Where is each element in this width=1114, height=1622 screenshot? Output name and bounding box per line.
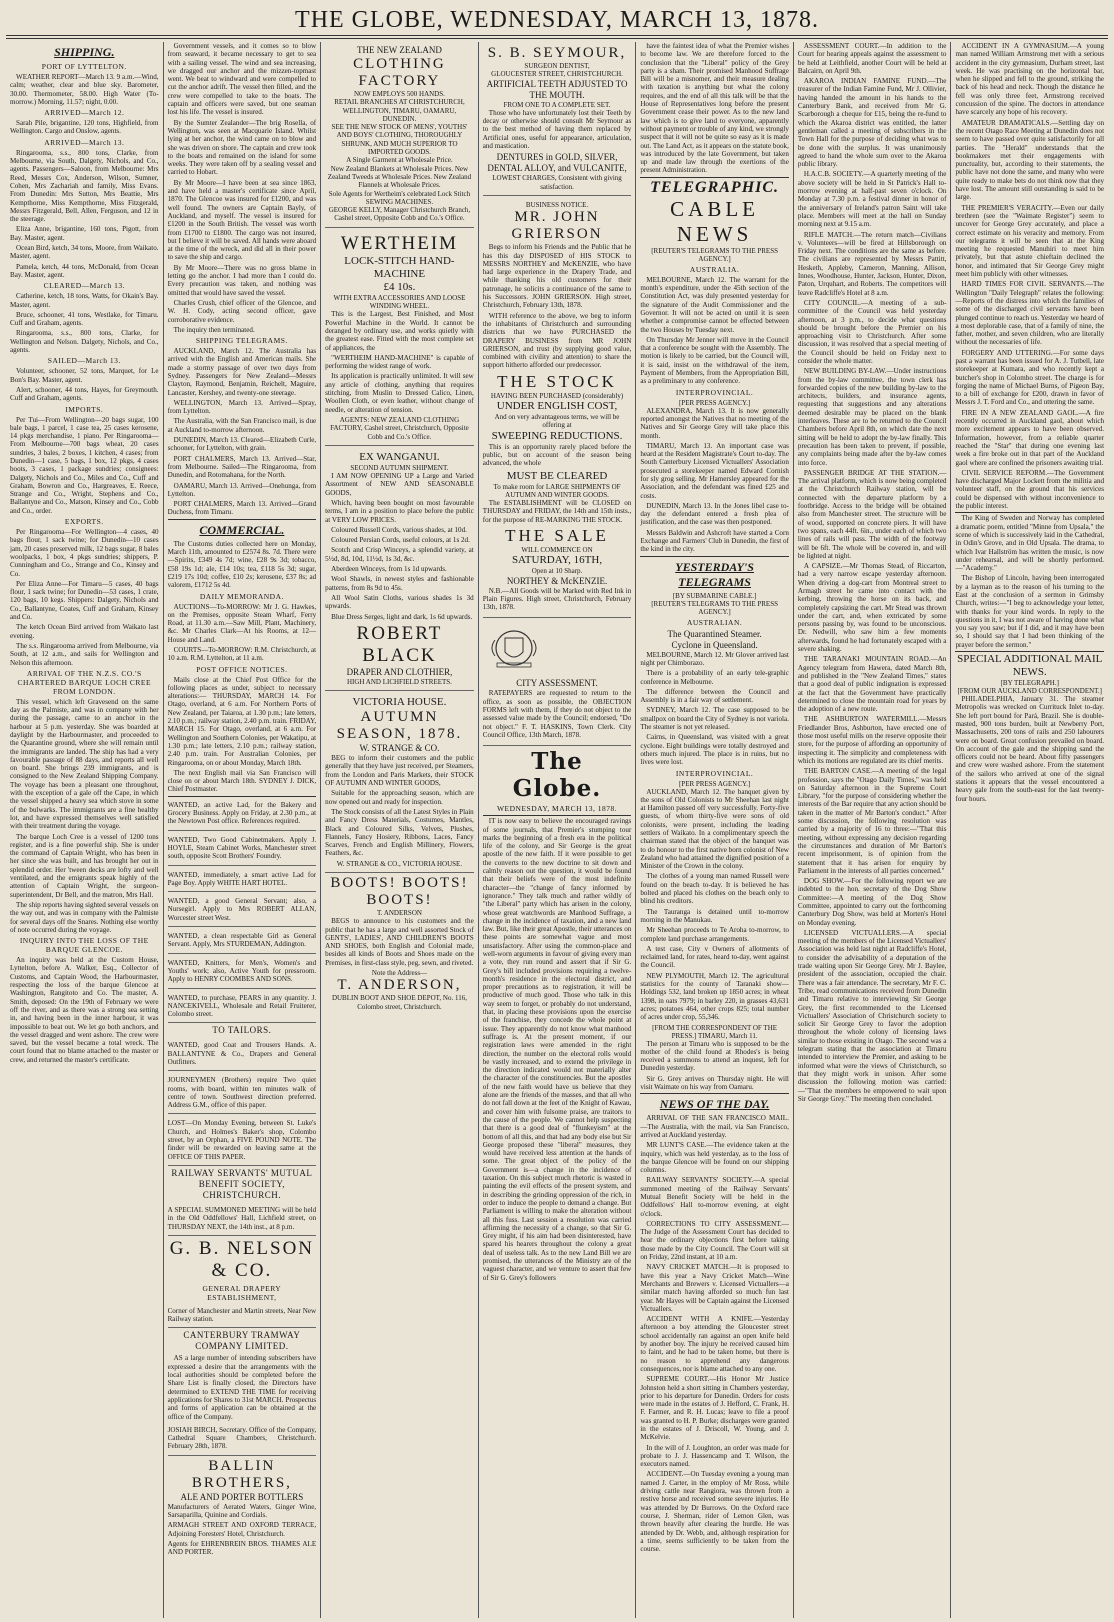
editorial: IT is now easy to believe the encouraged ravings of some journals, that Premier's stumping tour marks the beginning of a fresh era in the political life of the colony, and Sir George is the great apostle of the new faith. If it were possible to get the converts to the new doctrine to sit down and calmly reason out the question, it would be found that their beliefs were of the most indefinite character—the "change of fancy informed by ignorance." They talk much and rather wildly of "the Liberal" party which has arisen in the colony, whose great watchwords are Manhood Suffrage, a change in the incidence of taxation, and a new land law. But, like their great Apostle, their utterances on these points are somewhat vague and most unsatisfactory. After using the common-place and well-worn arguments in favour of giving every man a vote, they run round and assert that if Sir G. Grey's bill included provisions requiring a twelve-month's residence in the electoral district, and proper precautions as to registration, it will be productive of much good. Those who talk in this way seem to forget, or probably do not understand, that, in placing these provisions upon the exercise of the franchise, they concede the whole point at issue. They apparently do not know what manhood suffrage is. At the present moment, if our registration laws were amended in the right direction, the number on the electoral rolls would be vastly increased, and to extend the privilege in the direction indicated would not materially alter the character of the constituencies. But the apostles of the new faith would have us believe that they alone are the friends of the masses, and that all who do not fall down at the feet of the Knight of Kawau, and cover him with fulsome praise, are traitors to the cause of the people. We cannot help suspecting that there is a good deal of "flunkeyism" at the bottom of all this, and that had any body else but Sir George proposed these "liberal" measures, they would have received less attention at the hands of some. The great object of the policy of the Government is—a change in the incidence of taxation. On this subject much rhetoric is wasted in painting the evil effects of the present system, and in describing the grinding oppression of the rich, in order to induce the people to demand a change. But Parliament is willing to make the alteration without all this fuss. Last session a resolution was carried affirming the necessity of a change, so that Sir G. Grey might, if his aim had been disinterested, have spared his hearers throughout the colony a great deal of useless talk. As to the new Land Bill we are promised, the utterances of the Ministry are of the vaguest character, and we venture to assert that few of Sir G. Grey's followers <box>482 817 632 1282</box>
paragraph: Begs to inform his Friends and the Public that he has this day DISPOSED of HIS STOCK to MESSRS NORTHEY and McKENZIE, who have had large experience in the Drapery Trade, and while thanking his old customers for their patronage, he solicits a continuance of the same to his Successors. JOHN GRIERSON. High street, Christchurch, February 13th, 1878. <box>482 243 632 310</box>
railway-society-heading: RAILWAY SERVANTS' MUTUAL BENEFIT SOCIETY, CHRISTCHURCH. <box>171 1167 313 1200</box>
classified-ad: WANTED, to purchase, PEARS in any quantity. J. NANCEKIVELL, Wholesale and Retail Fruiterer, Colombo street. <box>168 991 317 1024</box>
source-line: [FROM THE CORRESPONDENT OF THE PRESS.] TIMARU, March 11. <box>652 1023 778 1040</box>
paragraph: BEG to inform their customers and the public generally that they have just received, per Steamers, from the London and Paris Markets, their STOCK OF AUTUMN AND WINTER GOODS, <box>325 754 474 788</box>
paragraph: TIMARU, March 13. An important case was heard at the Resident Magistrate's Court to-day. The South Canterbury Licensed Victuallers' Association prosecuted a storekeeper named Edward Cornish for sly grog selling. Mr Hamersley appeared for the Association, and the defendant was fined £25 and costs. <box>640 441 789 500</box>
tailors-heading: TO TAILORS. <box>212 1025 272 1036</box>
ad-title: EX WANGANUI. <box>359 450 440 463</box>
paragraph: FIRE IN A NEW ZEALAND GAOL.—A fire recently occurred in Auckland gaol, about which more excitement appears to have been observed. Information, however, from a reliable quarter reached the "Star" that during one evening last week a fire broke out in that part of the Auckland gaol where are confined the prisoners awaiting trial. <box>955 408 1105 467</box>
masthead-rule <box>6 35 1108 39</box>
ad-line: A Single Garment at Wholesale Price. <box>346 156 453 165</box>
telegraphic-heading: TELEGRAPHIC. <box>650 178 780 196</box>
nelson-sub: GENERAL DRAPERY ESTABLISHMENT, <box>202 1283 282 1302</box>
paragraph: THE ASHBURTON WATERMILL.—Messrs Friedlander Bros, Ashburton, have erected one of those most useful mills on the reserve opposite their store, for the purpose of affording an opportunity of inspecting it. The simplicity and completeness with which its motions are regulated are its chief merits. <box>797 715 947 765</box>
ad-line: THE NEW ZEALAND <box>357 45 442 55</box>
ad-line: WITH EXTRA ACCESSORIES AND LOOSE WINDING WHEEL. <box>333 293 466 311</box>
paragraph: AUCTIONS—To-MORROW: Mr J. G. Hawkes, on the Premises, opposite Steam Wharf, Ferry Road, at 11.30 a.m.—Saw Mill, Plant, Machinery, &c. Mr Charles Clark—At his Rooms, at 12—House and Land. <box>167 602 317 644</box>
paragraph: Coloured Persian Cords, useful colours, at 1s 2d. <box>331 536 470 545</box>
column-3 <box>320 42 478 1618</box>
paragraph: AUCKLAND, March 12. The Australia has arrived with the English and American mails. She made a stormy passage of over two days from Sydney. Passengers for New Zealand—Messrs Clayton, Raymond, Benjamin, Reichelt, Maguire, Lancaster, Kershey, and twenty-one steerage. <box>167 347 317 397</box>
classified-ad: JOURNEYMEN (Brothers) require Two quiet rooms, with board, within ten minutes walk of centre of town. Southwest direction preferred. Address G.M., office of this paper. <box>168 1073 317 1114</box>
paragraph: PHILADELPHIA, January 31. The steamer Metropolis was wrecked on Currituck Inlet to-day. She left port bound for Pará, Brazil. She is double-masted, 900 tons burden, built at Newberry Port, Massachusetts, 200 tons of rails and 250 labourers were on board. Great confusion prevailed on board. On account of the gale and the shipping sand the officers could not be heard. About fifty passengers and crew were washed ashore. From the statement of the sailors who arrived at one of the signal stations it appears that the vessel encountered a heavy gale from the south-east for the last twenty-four hours. <box>955 695 1105 803</box>
shipping-telegrams-heading: SHIPPING TELEGRAMS. <box>195 336 288 346</box>
paragraph: This is an opportunity rarely placed before the public, but on account of the season being advanced, the whole <box>482 442 632 468</box>
source-line: [PER PRESS AGENCY.] <box>678 779 751 788</box>
special-mail-heading: NEWS. <box>1012 666 1047 679</box>
paragraph: Ocean Bird, ketch, 34 tons, Moore, from Waikato. Master, agent. <box>10 244 159 261</box>
paragraph: ACCIDENT.—On Tuesday evening a young man named J. Carter, in the employ of Mr Ross, while driving cattle near Rangiora, was thrown from a restive horse and received some severe injuries. He was attended by Dr Burrows. On the Oxford race course, J. Sherman, rider of Lemon Glen, was thrown heavily after clearing the hurdle. He was attended by Dr. Webb, and, although respiration for a time, seems sufficiently to be taken from the course. <box>640 1470 789 1554</box>
classified-ad: WANTED, Two Good Cabinetmakers. Apply J. HOYLE, Steam Cabinet Works, Manchester street south, opposite Scott Brothers' Foundry. <box>168 833 317 866</box>
ad-title: MR. JOHN GRIERSON <box>511 209 603 243</box>
classified-ad: WANTED, Knitters, for Men's, Women's and Youths' work; also, Active Youth for pressroom. Apply to HENRY COOMBES AND SONS. <box>168 956 317 989</box>
paragraph: COURTS—To-MORROW: R.M. Christchurch, at 10 a.m. R.M. Lyttelton, at 11 a.m. <box>167 646 317 663</box>
paragraph: WELLINGTON, March 13. Arrived—Spray, from Lyttelton. <box>167 398 317 416</box>
paragraph: HARD TIMES FOR CIVIL SERVANTS.—The Wellington "Daily Telegraph" relates the following:—Reports of the distress into which the families of some of the discharged civil servants have been plunged continue to reach us. Yesterday we heard of a most deplorable case, that of a family of nine, the father, mother, and seven children, who are literally without the necessaries of life. <box>955 280 1105 347</box>
paragraph: Ringarooma, s.s., 800 tons, Clarke, from Melbourne, via South, Dalgety, Nichols, and Co., agents. Passengers—Saloon, from Melbourne: Mrs Reed, Messrs Cox, Anderson, Wilson, Sumner, Cohen, Mrs Zachariah and family, Miss Evans. From Dunedin: Mrs Sutton, Mrs Beattie, Mrs Kempthorne, Miss Kempthorne, Miss Fitzgerald, Messrs Fitzgerald, Bell, Allen, Ferguson, and 12 in the steerage. <box>10 148 159 224</box>
paragraph: The Bishop of Lincoln, having been interrogated by a layman as to the reason of his turning to the East at the conclusion of a sermon in Grimsby Church, writes:—"I beg to acknowledge your letter, with thanks for your kind words. In reply to the questions in it, I was not aware of having done what you say you saw; but if I did, and it may have been so, I should say that I had been thinking of the prayer before the sermon." <box>955 574 1105 649</box>
paragraph: SUPREME COURT.—His Honor Mr Justice Johnston held a short sitting in Chambers yesterday, prior to his departure for Dunedin. Orders for costs were made in the estates of J. Hefford, C. Frank, H. F. Farmer, and R. H. Lucas; leave to file a proof was granted to H. P. Burke; discharges were granted in the estates of J. Driscoll, W. Young, and J. McKelvie. <box>640 1375 789 1442</box>
ad-line: GLOUCESTER STREET, CHRISTCHURCH. <box>491 70 623 79</box>
ad-line: Sole Agents for Wertheim's celebrated Lock Stitch SEWING MACHINES. <box>328 189 471 206</box>
subheading: INTERPROVINCIAL. <box>675 387 754 397</box>
paragraph: PASSENGER BRIDGE AT THE STATION.—The arrival platform, which is now being completed at the Christchurch Railway station, will be connected with the departure platform by a footbridge. Access to the bridge will be obtained also from Manchester street. The structure will be of wood, supported on concrete piers. It will have two spans, each 44ft. 6in., under each of which two lines of rails will pass. The width of the footway will be 6ft. The whole will be covered in, and will be lighted at night. <box>797 468 947 560</box>
paragraph: Eliza Anne, brigantine, 160 tons, Pigott, from Bay. Master, agent. <box>10 225 159 242</box>
classified-ad: WANTED, good Coat and Trousers Hands. A. BALLANTYNE & Co., Drapers and General Outfitters. <box>168 1038 317 1071</box>
arrived-heading: ARRIVED—March 13. <box>44 137 125 147</box>
paragraph: The barque Loch Cree is a vessel of 1200 tons register, and is a fine powerful ship. She is under the command of Captain Wright, who has been in her since she was built, and has brought her out in splendid order. Her 'tween decks are lofty and well ventilated, and the emigrants speak highly of the attention of Captain Wright, the surgeon-superintendent, Dr Bell, and the matron, Mrs Hall. <box>10 832 159 899</box>
cable-news-heading: CABLE NEWS <box>670 196 760 246</box>
tramway-heading: CANTERBURY TRAMWAY COMPANY LIMITED. <box>183 1330 301 1352</box>
paragraph: The Customs duties collected here on Monday, March 11th, amounted to £2574 8s. 7d. There were—Spirits, £349 4s 7d; wine, £28 9s 3d; tobacco, £58 19s 1d; ale, £14 10s; tea, £118 5s 3d; sugar, £219 17s 10d; coffee, £10 2s; kerosene, £37 8s; ad valorem, £1712 5s 4d. <box>167 539 317 590</box>
paragraph: The s.s. Ringarooma arrived from Melbourne, via South, at 12 a.m., and sails for Wellington and Nelson this afternoon. <box>10 641 159 667</box>
paragraph: All Wool Satin Cloths, various shades 1s 3d upwards. <box>325 593 474 611</box>
ad-line: W. STRANGE & CO. <box>359 743 440 754</box>
column-2 <box>163 42 321 1618</box>
ad-title: CLOTHING FACTORY <box>353 56 446 89</box>
paragraph: Blue Dress Serges, light and dark, 1s 6d upwards. <box>331 612 473 621</box>
ad-line: ARTIFICIAL TEETH ADJUSTED TO THE MOUTH. <box>486 78 628 100</box>
paragraph: The ESTABLISHMENT will be CLOSED on THURSDAY and FRIDAY, the 14th and 15th insts., for the purpose of RE-MARKING THE STOCK. <box>482 499 632 524</box>
ad-title: BOOTS! BOOTS! BOOTS! <box>330 875 469 908</box>
classified-ad: LOST—On Monday Evening, between St. Luke's Church, and Holmes's Baker's shop, Colombo street, by an Orphan, a FIVE POUND NOTE. The finder will be rewarded on leaving same at the OFFICE OF THIS PAPER. <box>168 1116 317 1165</box>
subheading: AUSTRALIAN. <box>686 617 743 627</box>
paragraph: The clothes of a young man named Russell were found on the beach to-day. It is believed he has bolted and placed his clothes on the beach only to blind his creditors. <box>640 872 789 906</box>
paragraph: THE BARTON CASE.—A meeting of the legal profession, says the "Otago Daily Times," was held on Saturday afternoon in the Supreme Court Library, "for the purpose of considering whether the interests of the Bar require that any action should be taken in the matter of Mr Barton's conduct." After some discussion, the following resolution was carried by a majority of 16 to three:—"That this meeting, without expressing any decision regarding the circumstances and duration of Mr Barton's recent imprisonment, is of opinion from the statement that it has arisen for enquiry by Parliament in the interests of all parties concerned." <box>797 767 947 875</box>
boots-ad <box>325 875 474 1011</box>
column-5 <box>635 42 793 1618</box>
paragraph: Sarah Pile, brigantine, 120 tons, Highfield, from Wellington. Cargo and Onslow, agents. <box>10 119 159 136</box>
ad-line: SATURDAY, 16TH, <box>511 554 603 567</box>
paragraph: Those who have unfortunately lost their Teeth by decay or otherwise should consult Mr Seymour as to the best method of having them replaced by Artificial ones, useful for appearance, articulation, and mastication. <box>482 108 632 151</box>
cleared-heading: CLEARED—March 13. <box>43 281 125 291</box>
paragraph: A test case, City v Owners of allotments of reclaimed land, for rates, heard to-day, went against the Council. <box>640 944 789 970</box>
ad-line: BUSINESS NOTICE. <box>525 200 589 209</box>
ad-line: Open at 10 Sharp. <box>531 567 583 576</box>
weather-report: WEATHER REPORT—March 13. 9 a.m.—Wind, calm; weather, clear and blue sky. Barometer, 30.00. Thermometer, 58.00. High Water (To-morrow.) Morning, 11.57; night, 0.00. <box>10 73 159 106</box>
column-4 <box>478 42 636 1618</box>
column-7 <box>950 42 1108 1618</box>
ad-line: AGENTS: NEW ZEALAND CLOTHING FACTORY, Cashel street, Christchurch, Opposite Cobb and Co.'s Office. <box>330 415 469 441</box>
ad-line: LOCK-STITCH HAND-MACHINE <box>344 254 455 280</box>
classified-ad: WANTED, a good General Servant; also, a Nursegirl. Apply to Mrs ROBERT ALLAN, Worcester street West. <box>168 894 317 927</box>
paragraph: LICENSED VICTUALLERS.—A special meeting of the members of the Licensed Victuallers' Association was held last night at Radcliffe's Hotel, to consider the advisability of a deputation of the trade waiting upon Sir George Grey. Mr J. Baylee, president of the association, occupied the chair. There was a fair attendance. The secretary, Mr F. C. Tribe, read communications received from Dunedin and Timaru relative to interviewing Sir George Grey, the first recommended to the Licensed Victuallers' Association of Christchurch society to solicit Sir George Grey to favor the adoption throughout the whole colony of licensing laws similar to those existing in Otago. The second was a telegram stating that the association at Timaru intended to interview the Premier, and asking to be informed what were the views of Christchurch, so that they might work in unison. After some discussion the following motion was carried:—"That the members be empowered to wait upon Sir George Grey." The meeting then concluded. <box>797 928 947 1103</box>
paragraph: This vessel, which left Gravesend on the same day as the Palmiste, and was in company with her during the passage, came to an anchor in the harbour at 5 p.m. yesterday. She was boarded at daylight by the Harbourmaster, and proceeded to the Quarantine ground, where she will remain until the immigrants are landed. The ship has had a very favourable passage of 88 days, and reports all well on board. She brings 239 immigrants, and is consigned to the New Zealand Shipping Company. The voyage has been a pleasant one throughout, with the exception of a gale off the Cape, in which the vessel shipped a heavy sea which stove in some of the bulwarks. The immigrants are a fine healthy lot, and have expressed themselves well satisfied with their treatment during the voyage. <box>10 697 159 831</box>
globe-title: The Globe. <box>512 748 602 803</box>
editorial: have the faintest idea of what the Premier wishes to become law. We are therefore forced to the conclusion that the "Liberal" policy of the Grey party is a sham. Their promised Manhood Suffrage Bill will be a misnomer, and their measure dealing with taxation is anything but what the colony requires, and the end of all this talk will be that the House of Representatives long before the present Government cease their power. As to the new land law which is to give land to everyone, apparently without payment or trouble of any kind, we strongly suspect that it will not be quite so easy as it is made out. The Land Act, as it appears on the statute book, was introduced by the late Government, but taken up and made law through the exertions of the present Administration. <box>640 42 789 175</box>
paragraph: Mr Sheehan proceeds to Te Aroha to-morrow, to complete land purchase arrangements. <box>640 926 789 943</box>
ad-line: To make room for LARGE SHIPMENTS OF AUTUMN AND WINTER GOODS. <box>493 482 621 499</box>
ad-line: SEE THE NEW STOCK OF MENS', YOUTHS' AND BOYS' CLOTHING, THOROUGHLY SHRUNK, AND MUCH SUPERIOR TO IMPORTED GOODS. <box>331 123 468 157</box>
nelson-address: Corner of Manchester and Martin streets, Near New Railway station. <box>168 1304 317 1329</box>
paragraph: AS a large number of intending subscribers have expressed a desire that the arrangements with the local authorities should be completed before the Share List is finally closed, the Directors have determined to EXTEND THE TIME for receiving applications for Shares to 31st MARCH. Prospectus and forms of application can be obtained at the office of the Company. <box>167 1354 317 1421</box>
divider <box>483 815 632 816</box>
paragraph: ACCIDENT WITH A KNIFE.—Yesterday afternoon a boy attending the Gloucester street school accidentally ran against an open knife held by another boy. The injury he received caused him to faint, and he had to be taken home, but there is no reason to apprehend any dangerous consequences, nor is blame attached to any one. <box>640 1315 789 1373</box>
paragraph: Per Ringarooma—For Wellington—4 cases, 40 bags flour, 1 sack twine; for Dunedin—10 cases jam, 20 cases preserved milk, 12 bags sugar, 8 bales woolpacks, 1 box, 4 pkgs sundries; shippers, P. Cunningham and Co., Strange and Co., Kinsey and Co. <box>10 528 159 578</box>
daily-memoranda-heading: DAILY MEMORANDA. <box>199 591 284 601</box>
ad-title: ROBERT BLACK <box>356 622 443 666</box>
ad-line: SURGEON DENTIST, <box>524 62 590 70</box>
shipping-heading: SHIPPING. <box>54 45 115 59</box>
paragraph: This is the Largest, Best Finished, and Most Powerful Machine in the World. It cannot be deranged by ordinary use, and works quietly with the greatest ease. Fitted with the most complete set of appliances, the <box>325 310 474 352</box>
paragraph: The King of Sweden and Norway has completed a dramatic poem, entitled "Minne from Upsala," the scene of which is successively laid in the Cathedral, in Odin's Grove, and in Old Upsala. The drama, to which Ivar Hallström has written the music, is now under rehearsal, and will be shortly performed.—"Academy." <box>955 514 1105 573</box>
paragraph: The person at Timaru who is supposed to be the mother of the child found at Rhodes's is being received a summons to attend an inquest, left for Dunedin yesterday. <box>640 1039 789 1073</box>
edition-date: WEDNESDAY, MARCH 13, 1878. <box>496 804 618 814</box>
crest-icon <box>483 626 545 670</box>
paragraph: An inquiry was held at the Custom House, Lyttelton, before A. Walker, Esq., Collector of Customs, and Captain Wood, the Harbourmaster, respecting the loss of the barque Glencoe at Washington, Rangitoto and Co. The master, A. Smith, deposed: On the 19th of February we were off the river, and as there was a strong sea setting in, and having been in the inner harbour, it was impossible to beat out. We let go both anchors, and the vessel dragged and went ashore. The crew were saved, but the vessel became a total wreck. The court found that no blame attached to the master or crew, and returned the master's certificate. <box>10 956 159 1064</box>
divider <box>168 796 317 797</box>
paragraph: The Tauranga is detained until to-morrow morning in the Manukau. <box>640 907 789 924</box>
ad-line: MUST BE CLEARED <box>506 469 608 482</box>
paragraph: MELBOURNE, March 12. Mr Glover arrived last night per Chimborazo. <box>640 650 789 667</box>
ad-line: HIGH AND LICHFIELD STREETS. <box>346 677 452 686</box>
city-assessment-ad <box>483 620 632 746</box>
arrived-heading: ARRIVED—March 12. <box>44 108 125 118</box>
paragraph: N.B.—All Goods will be Marked with Red Ink in Plain Figures. High street, Christchurch, February 13th, 1878. <box>482 586 632 612</box>
post-office-heading: POST OFFICE NOTICES. <box>196 664 288 674</box>
paragraph: DOG SHOW.—For the following report we are indebted to the hon. secretary of the Dog Show Committee:—A meeting of the Dog Show Committee, appointed to carry out the forthcoming Canterbury Dog Show, was held at Morten's Hotel on Monday evening. <box>797 877 947 927</box>
paragraph: DUNEDIN, March 13. In the Jones libel case to-day the defendant entered a fresh plea of justification, and the case was then postponed. <box>640 501 789 527</box>
subheading: Cyclone in Queensland. <box>671 639 758 650</box>
ad-line: NORTHEY & McKENZIE. <box>506 575 608 586</box>
ad-title: THE STOCK <box>497 371 617 391</box>
paragraph: PORT CHALMERS, March 13. Arrived—Grand Duchess, from Timaru. <box>167 500 317 517</box>
ad-price: £4 10s. <box>383 280 416 293</box>
paragraph: Which, having been bought on most favourable terms, I am in a position to place before the public at VERY LOW PRICES. <box>325 498 474 524</box>
ad-line: DENTURES in GOLD, SILVER, DENTAL ALLOY, and VULCANITE, <box>487 152 627 174</box>
paragraph: Pamela, ketch, 44 tons, McDonald, from Ocean Bay. Master, agent. <box>10 262 159 279</box>
ad-line: GEORGE KELLY, Manager Christchurch Branch, Cashel street, Opposite Cobb and Co.'s Office. <box>328 206 471 223</box>
paragraph: Per Eliza Anne—For Timaru—5 cases, 40 bags flour, 1 sack twine; for Dunedin—53 cases, 1 crate, 120 bags, 10 kegs. Shippers: Dalgety, Nichols and Co., Ballantyne, Coates, Cuff and Graham, Kinsey and Co. <box>10 579 159 622</box>
paragraph: ACCIDENT IN A GYMNASIUM.—A young man named William Armstrong met with a serious accident in the city gymnasium, Durham street, last week. He was practising on the horizontal bar, when he slipped and fell to the ground, striking the back of his head and neck. Though the distance he fell was only three feet, Armstrong received concussion of the spine. The doctors in attendance have scarcely any hope of his recovery. <box>955 42 1105 117</box>
divider <box>955 651 1104 652</box>
paragraph: BEGS to announce to his customers and the public that he has a large and well assorted Stock of GENTS', LADIES', AND CHILDREN'S BOOTS AND SHOES, both English and Colonial made, besides all kinds of Boots and Shoes made on the Premises, in first-class style, peg, sewn, and riveted. <box>325 917 474 967</box>
paragraph: THE TARANAKI MOUNTAIN ROAD.—An Agency telegram from Hawera, dated March 8th, and published in the "New Zealand Times," states that a good deal of public indignation is expressed at the fact that the Government have practically determined to close the mountain road for years by the adoption of a new route. <box>797 655 947 714</box>
ballin-sub: ALE AND PORTER BOTTLERS <box>180 1491 304 1502</box>
paragraph: A CAPSIZE.—Mr Thomas Stead, of Riccarton, had a very narrow escape yesterday afternoon. When driving a dog-cart from Montreal street to Armagh street he came into contact with the kerbing, throwing the horse on its back, and completely capsizing the cart. Mr Stead was thrown under the cart, and, when extricated by some persons passing by, was found to be unconscious. Dr. Nedwill, who saw him a few moments afterwards, found he had fortunately escaped with a severe shaking. <box>797 562 947 654</box>
source-line: [REUTER'S TELEGRAMS TO THE PRESS AGENCY.] <box>651 246 778 263</box>
ad-line: W. STRANGE & CO., VICTORIA HOUSE. <box>336 859 463 868</box>
sailed-heading: SAILED—March 13. <box>47 356 121 366</box>
source-line: [FROM OUR AUCKLAND CORRESPONDENT.] <box>957 687 1103 696</box>
paragraph: Cairns, in Queensland, was visited with a great cyclone. Eight buildings were totally destroyed and others much injured. The place is in ruins, but no lives were lost. <box>640 733 789 767</box>
grierson-ad <box>483 198 632 619</box>
paragraph: AKAROA INDIAN FAMINE FUND.—The treasurer of the Indian Famine Fund, Mr J. Ollivier, having handed the amount in his hands to the Canterbury Bank, and received from Mr G. Scarborough a cheque for £15, being the re-fund to which the Akaroa district was entitled, the latter gentleman called a meeting of subscribers in the Town Hall for the purpose of deciding what was to be done with the surplus. It was unanimously agreed to hand the whole sum over to the Akaroa public library. <box>797 77 947 169</box>
yesterdays-telegrams-heading: YESTERDAY'S TELEGRAMS <box>675 559 754 589</box>
paragraph: CORRECTIONS TO CITY ASSESSMENT.—The Judge of the Assessment Court has decided to hear the ordinary objections first before taking those made by the City Council. The Court will sit on Friday, 22nd instant, at 10 a.m. <box>640 1219 789 1262</box>
paragraph: Wool Shawls, in newest styles and fashionable patterns, from 8s 9d to 45s. <box>325 575 474 592</box>
paragraph: WITH reference to the above, we beg to inform the inhabitants of Christchurch and surrounding districts that we have PURCHASED the DRAPERY BUSINESS from MR JOHN GRIERSON, and trust (by supplying good value, combined with civility and attention) to share the support hitherto afforded our predecessor. <box>482 311 632 370</box>
classified-ad: WANTED, immediately, a smart active Lad for Page Boy. Apply WHITE HART HOTEL. <box>168 868 317 893</box>
column-6 <box>793 42 951 1618</box>
paragraph: CIVIL SERVICE REFORM.—The Government have discharged Major Lockett from the militia and volunteer staff, on the ground that his services could be dispensed with without inconvenience to the public interest. <box>955 468 1105 511</box>
paragraph: RIFLE MATCH.—The return match—Civilians v. Volunteers—will be fired at Hillsborough on Friday next. The conditions are the same as before. The civilians are represented by Messrs Pattitt, Hesketh, Appleby, Cameron, Manning, Allison, Innes, Woodhouse, Hunter, Jackson, Hunter, Dixon, Paton, Urquhart, and Roberts. The competitors will leave Radcliffe's Hotel at 8 a.m. <box>797 230 947 297</box>
ad-line: DRAPER AND CLOTHIER, <box>346 666 453 677</box>
ad-title: S. B. SEYMOUR, <box>487 45 627 61</box>
clothing-factory-ad <box>325 42 474 228</box>
paragraph: SYDNEY, March 12. The case supposed to be smallpox on board the City of Sydney is not variola. The steamer is not yet released. <box>640 706 789 732</box>
paragraph: On Thursday Mr Jenner will move in the Council that a conference be sought with the Assembly. The motion is likely to be carried, but the Council will, it is said, insist on the withdrawal of the item, Payment of Members, from the Appropriation Bill, as a preliminary to any conference. <box>640 335 789 386</box>
wertheim-ad <box>325 230 474 446</box>
paragraph: Ringarooma, s.s., 800 tons, Clarke, for Wellington and Nelson. Dalgety, Nichols, and Co., agents. <box>10 329 159 355</box>
ad-title: CITY ASSESSMENT. <box>516 678 598 689</box>
paragraph: The inquiry then terminated. <box>173 325 255 334</box>
arrival-heading: ARRIVAL OF THE N.Z.S. CO.'S CHARTERED BARQUE LOCH CREE FROM LONDON. <box>17 668 152 696</box>
nelson-name: G. B. NELSON & CO. <box>169 1237 315 1281</box>
paragraph: In the will of J. Loughton, an order was made for probate to J. J. Hassencamp and T. Wilson, the executors named. <box>640 1443 789 1469</box>
ad-line: T. ANDERSON <box>376 909 422 917</box>
paragraph: Bruce, schooner, 41 tons, Westlake, for Timaru. Cuff and Graham, agents. <box>10 310 159 328</box>
ad-title: WERTHEIM <box>340 232 459 254</box>
paragraph: Charles Crush, chief officer of the Glencoe, and W. H. Cody, acting second officer, gave corroborative evidence. <box>167 298 317 324</box>
ad-line: FROM ONE TO A COMPLETE SET. <box>503 100 611 109</box>
paragraph: The ship reports having sighted several vessels on the way out, and was in company with the Palmiste for several days off the Snares. Nothing else worthy of note occurred during the voyage. <box>10 900 159 934</box>
source-line: [BY TELEGRAPH.] <box>1000 679 1059 688</box>
paragraph: The Australia, with the San Francisco mail, is due at Auckland to-morrow afternoon. <box>167 417 317 434</box>
seymour-ad <box>483 42 632 196</box>
paragraph: Scotch and Crisp Winceys, a splendid variety, at 5½d, 8d, 10d, 11½d, 1s 3d, &c. <box>325 546 474 563</box>
classified-ad: A SPECIAL SUMMONED MEETING will be held in the Old Oddfellows' Hall, Lichfield street, on THURSDAY NEXT, the 14th inst., at 8 p.m. <box>168 1203 317 1236</box>
commercial-heading: COMMERCIAL. <box>199 522 285 537</box>
paragraph: By Mr Moore—There was no gross blame in letting go the anchor. I had more than I could do. Every precaution was taken, and nothing was omitted that would have saved the vessel. <box>167 263 317 297</box>
exports-heading: EXPORTS. <box>64 517 104 527</box>
paragraph: FORGERY AND UTTERING.—For some days past a warrant has been issued for A. J. Tutbell, late storekeeper at Kumara, and who recently kept a butcher's shop in Colombo street. The charge is for forging the name of Michael Burns, of Pigeon Bay, to a bill of exchange for £200, drawn in favor of Messrs J. T. Ford and Co., and uttering the same. <box>955 348 1105 407</box>
paragraph: AMATEUR DRAMATICALS.—Settling day on the recent Otago Race Meeting at Dunedin does not seem to have passed over quite satisfactorily for all parties. The "Herald" understands that the bookmakers met their engagements with punctuality, but, according to their statements, the public have not done the same, and many who were quite ready to make bets do not think now that they have lost. The amount still outstanding is said to be large. <box>955 118 1105 202</box>
ad-line: Note the Address— <box>371 969 428 978</box>
paragraph: PORT CHALMERS, March 13. Arrived—Star, from Melbourne. Sailed—The Ringarooma, from Dunedin, and Rotomahana, for the North. <box>167 454 317 480</box>
subheading: INTERPROVINCIAL. <box>675 768 754 778</box>
paragraph: RAILWAY SERVANTS' SOCIETY.—A special summoned meeting of the Railway Servants' Mutual Benefit Society will be held in the Oddfellows' Hall to-morrow evening, at eight o'clock. <box>640 1176 789 1218</box>
paragraph: MELBOURNE, March 12. The warrant for the month's expenditure, under the 45th section of the Constitution Act, was duly presented yesterday for the signature of the Audit Commissioner and the Governor. It will not be acted on until it is seen whether a compromise cannot be effected between the two Houses by Tuesday next. <box>640 275 789 334</box>
ad-line: SWEEPING REDUCTIONS. <box>491 429 623 442</box>
paragraph: By the Sumter Zealander—The brig Rosella, of Wellington, was seen at Macquarie Island. Whilst lying at her anchor, the wind came on to blow and she was driven on shore. The captain and crew took to the boats and remained on the island for some weeks. They were taken off by a sealing vessel and carried to Hobart. <box>167 118 317 177</box>
source-line: [BY SUBMARINE CABLE.] <box>672 591 757 600</box>
ad-line: And on very advantageous terms, we will be offering at <box>494 413 620 430</box>
classified-ad: WANTED, an active Lad, for the Bakery and Grocery Business. Apply on Friday, at 2.30 p.m., at the Newtown Post office. References required. <box>168 798 317 831</box>
source-line: [PER PRESS AGENCY.] <box>678 398 751 407</box>
ballin-address: ARMAGH STREET AND OXFORD TERRACE, Adjoining Foresters' Hotel, Christchurch. <box>167 1521 317 1538</box>
paragraph: I AM NOW OPENING UP a Large and Varied Assortment of NEW AND SEASONABLE GOODS, <box>325 472 474 497</box>
paragraph: Messrs Baldwin and Ashcroft have started a Corn Exchange and Farmers' Club in Dunedin, the first of the kind in the city. <box>640 528 789 554</box>
ex-wanganui-ad <box>325 448 474 691</box>
ballin-agents: Agents for EHRENBREIN BROS. THAMES ALE AND PORTER. <box>167 1539 317 1557</box>
paragraph: H.A.C.B. SOCIETY.—A quarterly meeting of the above society will be held in St Patrick's Hall to-morrow evening at half-past seven o'clock. On Monday at 7.30 p.m. a festival dinner in honor of the anniversary of Ireland's patron Saint will take place. Members will meet at the hall on Sunday morning next at 9.15 a.m. <box>797 170 947 229</box>
column-1 <box>6 42 163 1618</box>
paragraph: Sir G. Grey arrives on Thursday night. He will visit Waimate on his way from Oamaru. <box>640 1074 789 1092</box>
paragraph: The ketch Ocean Bird arrived from Waikato last evening. <box>10 623 159 640</box>
divider <box>640 1093 789 1094</box>
paragraph: Volunteer, schooner, 52 tons, Marquet, for Le Bon's Bay. Master, agent. <box>10 367 159 384</box>
ad-line: UNDER ENGLISH COST, <box>496 400 618 413</box>
subheading: AUSTRALIA. <box>689 264 740 274</box>
ad-line: WILL COMMENCE ON <box>521 545 593 554</box>
divider <box>168 519 317 520</box>
source-line: [REUTER'S TELEGRAMS TO THE PRESS AGENCY.] <box>651 599 778 616</box>
paragraph: ARRIVAL OF THE SAN FRANCISCO MAIL.—The Australia, with the mail, via San Francisco, arrived at Auckland yesterday. <box>640 1114 789 1139</box>
paragraph: The next English mail via San Francisco will close on or about March 18th. SYDNEY J. DICK, Chief Postmaster. <box>167 768 317 794</box>
paragraph: Coloured Russell Cords, various shades, at 10d. <box>331 525 467 534</box>
ad-title: THE SALE <box>505 525 609 545</box>
divider <box>955 512 1104 513</box>
ad-line: RETAIL BRANCHES AT CHRISTCHURCH, WELLINGTON, TIMARU, OAMARU, DUNEDIN. <box>334 98 465 123</box>
ad-title: VICTORIA HOUSE. <box>352 696 447 709</box>
imports-heading: IMPORTS. <box>65 404 104 414</box>
paragraph: Aberdeen Winceys, from 1s 1d upwards. <box>331 565 447 574</box>
ad-line: LOWEST CHARGES, Consistent with giving satisfaction. <box>492 174 622 191</box>
paragraph: NEW PLYMOUTH, March 12. The agricultural statistics for the county of Taranaki show—Holdings 532, land broken up 1850 acres; in wheat 1398, in oats 7979; in barley 220, in grasses 43,631 acres; potatoes 464, other crops 825; total number of acres under crop, 55,346. <box>640 971 789 1022</box>
masthead: THE GLOBE, WEDNESDAY, MARCH 13, 1878. <box>295 7 819 33</box>
classified-ad: WANTED, a clean respectable Girl as General Servant. Apply, Mrs STURDEMAN, Addington. <box>168 929 317 954</box>
paragraph: "WERTHEIM HAND-MACHINE" is capable of performing the widest range of work. <box>325 353 474 371</box>
paragraph: There is a probability of an early tele-graphic conference in Melbourne. <box>640 669 789 686</box>
ad-line: NOW EMPLOYS 500 HANDS. <box>354 90 445 98</box>
inquiry-heading: INQUIRY INTO THE LOSS OF THE BARQUE GLENCOE. <box>19 936 149 955</box>
paragraph: NAVY CRICKET MATCH.—It is proposed to have this year a Navy Cricket Match—Wine Merchants and Brewers v. Licensed Victuallers—a similar match having afforded so much fun last year. Mr Hayes will be Captain against the Licensed Victuallers. <box>640 1263 789 1313</box>
paragraph: CITY COUNCIL.—A meeting of a sub-committee of the Council was held yesterday afternoon, at 3 p.m., to decide what questions should be brought before the Premier on his approaching visit to Christchurch. After some discussion, it was resolved that a special meeting of the Council should be held on Friday next to consider the whole matter. <box>797 298 947 365</box>
paragraph: DUNEDIN, March 13. Cleared—Elizabeth Curle, schooner, for Lyttelton, with grain. <box>167 436 317 453</box>
paragraph: Its application is practically unlimited. It will sew any article of clothing, anything that requires stitching, from Muslin to Dressed Calico, Linen, Woollen Cloth, or even leather, without change of needle, or alteration of tension. <box>325 372 474 414</box>
paragraph: Per Tui—From Wellington—20 bags sugar, 100 bale bags, 1 parcel, 1 case tea, 25 cases kerosene, 14 pkgs merchandise, 1 piano. Per Ringarooma—From Melbourne—700 bags wheat, 20 cases sundries, 3 bales, 2 boxes, 1 kitchen, 4 cases; from Dunedin—1 case, 5 bags, 1 box, 12 pkgs, 4 cases boots, 3 cases, 1 package sundries; consignees: Dalgety, Nichols and Co., Miles and Co., Cuff and Graham, Bowron and Co., Hargreaves, E. Reece, Strange and Co., Wright, Stephens and Co., Ballantyne and Co., Matson, Kinsey and Co., Cobb and Co., order. <box>10 415 159 515</box>
paragraph: RATEPAYERS are requested to return to the office, as soon as possible, the OBJECTION FORMS left with them, if they do not object to the assessed value made by the Council; endorsed, "Do not object." F. T. HASKINS, Town Clerk. City Council Office, 13th March, 1878. <box>482 689 632 739</box>
victoria-house-ad <box>325 693 474 873</box>
divider <box>640 177 789 178</box>
special-mail-heading: SPECIAL ADDITIONAL MAIL <box>957 653 1103 666</box>
ballin-name: BALLIN BROTHERS, <box>191 1457 292 1491</box>
news-of-the-day-heading: NEWS OF THE DAY. <box>659 1097 770 1112</box>
paragraph: Alert, schooner, 44 tons, Hayes, for Greymouth. Cuff and Graham, agents. <box>10 385 159 403</box>
port-heading: PORT OF LYTTELTON. <box>41 62 127 71</box>
ad-title: T. ANDERSON, <box>337 977 462 994</box>
paragraph: Government vessels, and it comes so to blow from seaward, it became necessary to get to sea with a sailing vessel. The wind and sea increasing, we dragged our anchor and the mizzen-topmast went. We beat to windward and were compelled to cut the anchor adrift. The vessel then filled, and the crew were compelled to take to the boats. The captain and officers were saved, but one seaman lost his life. The vessel is insured. <box>167 42 317 117</box>
paragraph: MR LUNT'S CASE.—The evidence taken at the inquiry, which was held yesterday, as to the loss of the barque Glencoe will be found on our shipping columns. <box>640 1141 789 1175</box>
ballin-text: Manufacturers of Aerated Waters, Ginger Wine, Sarsaparilla, Quinine and Cordials. <box>167 1502 317 1519</box>
paragraph: Mails close at the Chief Post Office for the following places as under, subject to necessary alterations:— THURSDAY, MARCH 14. For Otago, overland, at 6 a.m. For Northern Ports of New Zealand, per Taiaroa, at 1.30 p.m.; late letters, 2.10 p.m.; railway station, 2.40 p.m. train. FRIDAY, MARCH 15. For Otago, overland, at 6 a.m. For Wellington and Southern Colonies, per Wakatipu, at 1.30 p.m.; late letters, 2.10 p.m.; railway station, 2.40 p.m. train. For Australian Colonies, per Ringarooma, on or about Monday, March 18th. <box>167 675 317 767</box>
subheading: The Quarantined Steamer. <box>667 628 762 639</box>
paragraph: The difference between the Council and Assembly is in a fair way of settlement. <box>640 687 789 705</box>
ad-line: New Zealand Blankets at Wholesale Prices. New Zealand Tweeds at Wholesale Prices. New Zealand Flannels at Wholesale Prices. <box>327 164 472 190</box>
paragraph: THE PREMIER'S VERACITY.—Even our daily brethren (see the "Waimate Register") seem to uncover for George Grey accurately, and place a correct estimate on his veracity and memory. From our telegrams it will be seen that at the King meeting he requested Manuhiri to meet him privately, but that astute chieftain declined the honor, and intimated that Sir George Grey might meet him publicly with other witnesses. <box>955 203 1105 279</box>
columns <box>6 42 1108 1618</box>
paragraph: Suitable for the approaching season, which are now opened out and ready for inspection. <box>325 789 474 806</box>
paragraph: ASSESSMENT COURT.—In addition to the Court for hearing appeals against the assessment to be held at Leithfield, another Court will be held at Balcairn, on April 9th. <box>797 42 947 75</box>
divider <box>640 556 789 557</box>
paragraph: AUCKLAND, March 12. The banquet given by the sons of Old Colonists to Mr Sheehan last night at Hamilton passed off very successfully. Forty-five guests, of whom thirty-five were sons of old colonists, were present, including the leading settlers of Waikato. In a complimentary speech the chairman stated that the object of the banquet was to do honour to the first native born colonist of New Zealand who had attained the dignified position of a Minister of the Crown in the colony. <box>640 787 789 871</box>
ad-line: DUBLIN BOOT AND SHOE DEPOT, No. 116, Colombo street, Christchurch. <box>331 994 467 1011</box>
ad-line: AUTUMN SEASON, 1878. <box>336 709 463 743</box>
paragraph: Catherine, ketch, 18 tons, Watts, for Okain's Bay. Master, agent. <box>10 292 159 309</box>
paragraph: OAMARU, March 13. Arrived—Onehunga, from Lyttelton. <box>167 481 317 498</box>
paragraph: NEW BUILDING BY-LAW.—Under instructions from the by-law committee, the town clerk has forwarded copies of the new building by-law to the architects, builders, and insurance agents, requesting that suggestions and any alterations deemed desirable may be placed on the blank interleaves. These are to be returned to the Council Chambers before April 8th, on which date the next sitting will be held to adopt the by-law finally. This precaution has been taken to prevent, if possible, any complaints being made after the by-law comes into force. <box>797 367 947 467</box>
ad-line: SECOND AUTUMN SHIPMENT. <box>350 463 449 472</box>
ad-line: HAVING BEEN PURCHASED (considerably) <box>490 391 624 400</box>
paragraph: ALEXANDRA, March 13. It is now generally reported amongst the Natives that no meeting of the Natives and Sir George Grey will take place this month. <box>640 406 789 440</box>
paragraph: The Stock consists of all the Latest Styles in Plain and Fancy Dress Materials, Costumes, Mantles, Black and Coloured Silks, Velvets, Plushes, Flannels, Fancy Hosiery, Ribbons, Laces, Fancy Scarves, French and English Millinery, Flowers, Feathers, &c. <box>325 807 474 858</box>
paragraph: By Mr Moore—I have been at sea since 1863, and have held a master's certificate since April, 1870. The Glencoe was insured for £1200, and was well found. The owners are Captain Bayly, of Auckland, and myself. The vessel is insured for £1200 in the South British. The vessel was worth from £1700 to £1800. The cargo was not insured, but I believe it will be saved. All hands were aboard at the time of the wreck, and did all in their power to save the ship and cargo. <box>167 178 317 262</box>
paragraph: JOSIAH BIRCH, Secretary. Office of the Company, Cathedral Square Chambers, Christchurch. February 28th, 1878. <box>168 1423 317 1456</box>
